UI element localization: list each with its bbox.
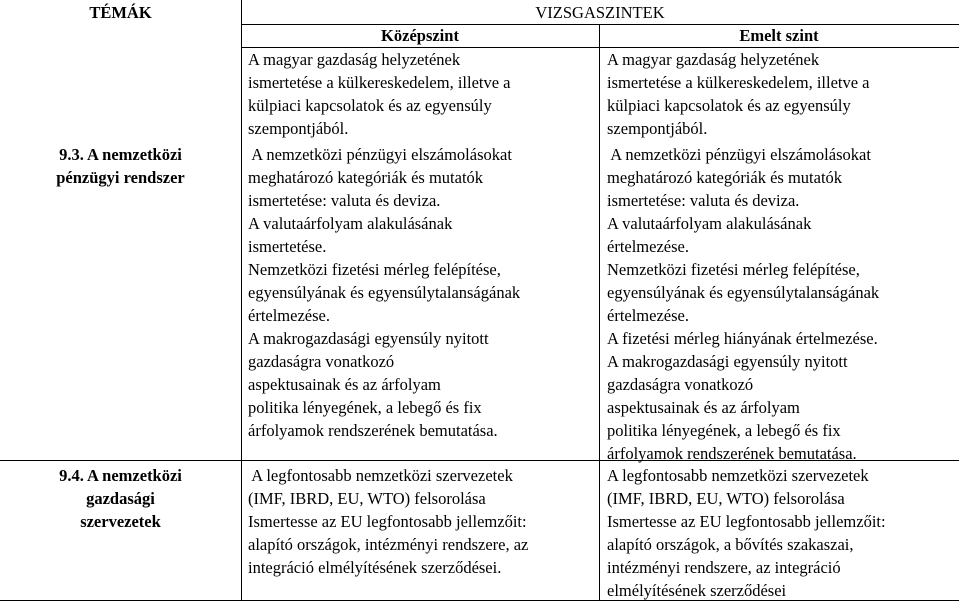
cell-line: A legfontosabb nemzetközi szervezetek xyxy=(248,466,513,485)
cell-line: ismertetése. xyxy=(248,237,327,256)
cell-line: (IMF, IBRD, EU, WTO) felsorolása xyxy=(607,489,845,508)
cell-line: külpiaci kapcsolatok és az egyensúly xyxy=(248,96,492,115)
cell-line: árfolyamok rendszerének bemutatása. xyxy=(607,444,857,463)
cell-line: alapító országok, intézményi rendszere, az xyxy=(248,535,529,554)
cell-line: A fizetési mérleg hiányának értelmezése. xyxy=(607,329,878,348)
topic-line: 9.3. A nemzetközi xyxy=(59,145,182,164)
cell-line: alapító országok, a bővítés szakaszai, xyxy=(607,535,854,554)
cell-line: meghatározó kategóriák és mutatók xyxy=(248,168,484,187)
cell-line: árfolyamok rendszerének bemutatása. xyxy=(248,421,498,440)
cell-line: Nemzetközi fizetési mérleg felépítése, xyxy=(248,260,501,279)
cell-line: értelmezése. xyxy=(248,306,330,325)
cell-line: gazdaságra vonatkozó xyxy=(248,352,395,371)
cell-line: A makrogazdasági egyensúly nyitott xyxy=(248,329,489,348)
cell-line: A valutaárfolyam alakulásának xyxy=(248,214,453,233)
cell-line: A legfontosabb nemzetközi szervezetek xyxy=(607,466,869,485)
cell-line: A valutaárfolyam alakulásának xyxy=(607,214,812,233)
cell-line: meghatározó kategóriák és mutatók xyxy=(607,168,843,187)
cell-line: szempontjából. xyxy=(248,119,349,138)
cell-line: értelmezése. xyxy=(607,306,689,325)
row1-adv-cell xyxy=(607,48,870,140)
cell-line: ismertetése: valuta és deviza. xyxy=(607,191,800,210)
cell-line: Ismertesse az EU legfontosabb jellemzőit: xyxy=(607,512,886,531)
cell-line: (IMF, IBRD, EU, WTO) felsorolása xyxy=(248,489,486,508)
header-adv-level: Emelt szint xyxy=(739,26,819,45)
row2-topic-cell xyxy=(0,143,241,189)
rule-level-divider xyxy=(599,24,600,601)
rule-topic-column xyxy=(241,0,242,601)
row3-topic-cell xyxy=(0,464,241,533)
cell-line: A nemzetközi pénzügyi elszámolásokat xyxy=(607,145,871,164)
cell-line: szempontjából. xyxy=(607,119,708,138)
cell-line: politika lényegének, a lebegő és fix xyxy=(248,398,482,417)
topic-line: pénzügyi rendszer xyxy=(56,168,185,187)
row2-mid-cell xyxy=(248,143,520,442)
cell-line: Nemzetközi fizetési mérleg felépítése, xyxy=(607,260,860,279)
cell-line: A magyar gazdaság helyzetének xyxy=(607,50,820,69)
cell-line: egyensúlyának és egyensúlytalanságának xyxy=(248,283,521,302)
row1-mid-cell xyxy=(248,48,511,140)
cell-line: politika lényegének, a lebegő és fix xyxy=(607,421,841,440)
cell-line: ismertetése: valuta és deviza. xyxy=(248,191,441,210)
cell-line: értelmezése. xyxy=(607,237,689,256)
topic-line: gazdasági xyxy=(86,489,155,508)
row3-mid-cell xyxy=(248,464,528,579)
cell-line: integráció elmélyítésének szerződései. xyxy=(248,558,502,577)
cell-line: ismertetése a külkereskedelem, illetve a xyxy=(607,73,870,92)
cell-line: aspektusainak és az árfolyam xyxy=(248,375,441,394)
cell-line: A magyar gazdaság helyzetének xyxy=(248,50,461,69)
cell-line: külpiaci kapcsolatok és az egyensúly xyxy=(607,96,851,115)
cell-line: A makrogazdasági egyensúly nyitott xyxy=(607,352,848,371)
cell-line: A nemzetközi pénzügyi elszámolásokat xyxy=(248,145,512,164)
row3-adv-cell xyxy=(607,464,886,602)
row2-adv-cell xyxy=(607,143,879,465)
topic-line: 9.4. A nemzetközi xyxy=(59,466,182,485)
cell-line: intézményi rendszere, az integráció xyxy=(607,558,841,577)
cell-line: egyensúlyának és egyensúlytalanságának xyxy=(607,283,880,302)
topic-line: szervezetek xyxy=(80,512,161,531)
cell-line: elmélyítésének szerződései xyxy=(607,581,787,600)
cell-line: aspektusainak és az árfolyam xyxy=(607,398,800,417)
cell-line: Ismertesse az EU legfontosabb jellemzőit: xyxy=(248,512,527,531)
cell-line: gazdaságra vonatkozó xyxy=(607,375,754,394)
header-exam-levels: VIZSGASZINTEK xyxy=(535,3,665,22)
header-mid-level: Középszint xyxy=(381,26,459,45)
header-topics: TÉMÁK xyxy=(89,3,152,22)
cell-line: ismertetése a külkereskedelem, illetve a xyxy=(248,73,511,92)
